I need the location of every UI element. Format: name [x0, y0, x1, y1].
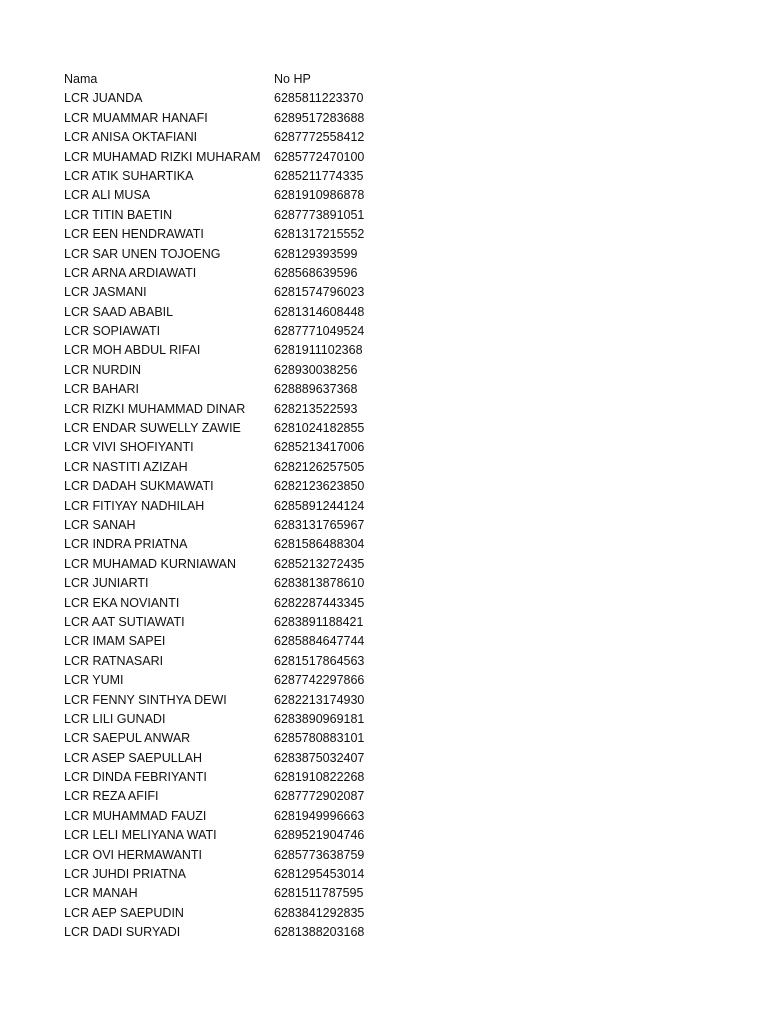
- phone-cell: 628930038256: [274, 362, 358, 377]
- phone-cell: 6282287443345: [274, 595, 365, 610]
- phone-cell: 6289517283688: [274, 110, 365, 125]
- name-cell: LCR NASTITI AZIZAH: [64, 459, 188, 474]
- table-row: [64, 89, 394, 108]
- table-row: [64, 768, 394, 787]
- phone-cell: 6281910822268: [274, 770, 365, 785]
- name-cell: LCR SAR UNEN TOJOENG: [64, 246, 221, 261]
- table-row: [64, 691, 394, 710]
- phone-cell: 6281388203168: [274, 925, 365, 940]
- table-row: [64, 535, 394, 554]
- name-cell: LCR SOPIAWATI: [64, 324, 161, 339]
- phone-cell: 6283813878610: [274, 576, 365, 591]
- table-row: [64, 865, 394, 884]
- name-cell: LCR DADI SURYADI: [64, 925, 181, 940]
- name-cell: LCR EKA NOVIANTI: [64, 595, 180, 610]
- table-row: [64, 904, 394, 923]
- phone-cell: 6283875032407: [274, 750, 365, 765]
- table-row: [64, 516, 394, 535]
- table-row: [64, 787, 394, 806]
- phone-cell: 6283891188421: [274, 614, 364, 629]
- name-cell: LCR ASEP SAEPULLAH: [64, 750, 203, 765]
- name-cell: LCR JASMANI: [64, 285, 147, 300]
- table-row: [64, 245, 394, 264]
- table-row: [64, 225, 394, 244]
- name-cell: LCR SAAD ABABIL: [64, 304, 174, 319]
- phone-cell: 628568639596: [274, 265, 358, 280]
- phone-cell: 6281511787595: [274, 886, 364, 901]
- name-cell: LCR NURDIN: [64, 362, 142, 377]
- phone-cell: 6283131765967: [274, 517, 365, 532]
- name-cell: LCR FENNY SINTHYA DEWI: [64, 692, 227, 707]
- phone-cell: 6281517864563: [274, 653, 365, 668]
- name-cell: LCR ATIK SUHARTIKA: [64, 168, 194, 183]
- table-row: [64, 632, 394, 651]
- table-row: [64, 109, 394, 128]
- table-row: [64, 167, 394, 186]
- phone-cell: 6285213272435: [274, 556, 365, 571]
- table-row: [64, 923, 394, 942]
- table-row: [64, 380, 394, 399]
- name-cell: LCR MUHAMAD KURNIAWAN: [64, 556, 236, 571]
- table-row: [64, 671, 394, 690]
- phone-cell: 6283890969181: [274, 711, 365, 726]
- name-cell: LCR BAHARI: [64, 382, 140, 397]
- phone-cell: 6282126257505: [274, 459, 365, 474]
- name-cell: LCR MUHAMAD RIZKI MUHARAM: [64, 149, 261, 164]
- phone-cell: 6281314608448: [274, 304, 365, 319]
- header-phone: No HP: [274, 72, 311, 86]
- phone-cell: 6281317215552: [274, 227, 365, 242]
- phone-cell: 6285772470100: [274, 149, 365, 164]
- name-cell: LCR REZA AFIFI: [64, 789, 159, 804]
- table-row: [64, 807, 394, 826]
- table-row: [64, 303, 394, 322]
- phone-cell: 6287772902087: [274, 789, 365, 804]
- table-row: [64, 206, 394, 225]
- phone-cell: 6281949996663: [274, 808, 365, 823]
- phone-cell: 6281911102368: [274, 343, 363, 358]
- phone-cell: 6285211774335: [274, 168, 364, 183]
- phone-cell: 6285811223370: [274, 91, 364, 106]
- phone-cell: 6285891244124: [274, 498, 365, 513]
- table-row: [64, 652, 394, 671]
- table-row: [64, 710, 394, 729]
- table-row: [64, 497, 394, 516]
- name-cell: LCR TITIN BAETIN: [64, 207, 173, 222]
- name-cell: LCR SANAH: [64, 517, 136, 532]
- name-cell: LCR OVI HERMAWANTI: [64, 847, 202, 862]
- phone-cell: 6287742297866: [274, 673, 365, 688]
- name-cell: LCR JUANDA: [64, 91, 143, 106]
- phone-cell: 6282213174930: [274, 692, 365, 707]
- table-row: [64, 400, 394, 419]
- name-cell: LCR MUAMMAR HANAFI: [64, 110, 208, 125]
- table-row: [64, 613, 394, 632]
- name-cell: LCR RIZKI MUHAMMAD DINAR: [64, 401, 246, 416]
- table-row: [64, 749, 394, 768]
- phone-cell: 6285780883101: [274, 731, 365, 746]
- name-cell: LCR AEP SAEPUDIN: [64, 905, 184, 920]
- name-cell: LCR MUHAMMAD FAUZI: [64, 808, 207, 823]
- name-cell: LCR RATNASARI: [64, 653, 164, 668]
- table-row: [64, 477, 394, 496]
- name-cell: LCR DINDA FEBRIYANTI: [64, 770, 207, 785]
- table-row: [64, 729, 394, 748]
- table-row: [64, 594, 394, 613]
- table-row: [64, 283, 394, 302]
- name-cell: LCR EEN HENDRAWATI: [64, 227, 204, 242]
- name-cell: LCR YUMI: [64, 673, 124, 688]
- table-row: [64, 574, 394, 593]
- table-row: [64, 826, 394, 845]
- header-row: [64, 70, 394, 89]
- phone-cell: 6281586488304: [274, 537, 365, 552]
- table-row: [64, 555, 394, 574]
- name-cell: LCR VIVI SHOFIYANTI: [64, 440, 194, 455]
- table-row: [64, 361, 394, 380]
- phone-cell: 6282123623850: [274, 479, 365, 494]
- phone-cell: 6285213417006: [274, 440, 365, 455]
- name-cell: LCR ALI MUSA: [64, 188, 151, 203]
- contact-table: [64, 70, 394, 943]
- table-row: [64, 186, 394, 205]
- phone-cell: 6281910986878: [274, 188, 365, 203]
- name-cell: LCR IMAM SAPEI: [64, 634, 166, 649]
- phone-cell: 628129393599: [274, 246, 358, 261]
- name-cell: LCR JUHDI PRIATNA: [64, 867, 187, 882]
- name-cell: LCR ANISA OKTAFIANI: [64, 130, 198, 145]
- phone-cell: 6287771049524: [274, 324, 365, 339]
- table-row: [64, 846, 394, 865]
- name-cell: LCR INDRA PRIATNA: [64, 537, 188, 552]
- phone-cell: 6285884647744: [274, 634, 365, 649]
- phone-cell: 6285773638759: [274, 847, 365, 862]
- table-row: [64, 128, 394, 147]
- header-name: Nama: [64, 72, 98, 86]
- table-row: [64, 438, 394, 457]
- phone-cell: 628889637368: [274, 382, 358, 397]
- name-cell: LCR LILI GUNADI: [64, 711, 166, 726]
- name-cell: LCR FITIYAY NADHILAH: [64, 498, 205, 513]
- name-cell: LCR LELI MELIYANA WATI: [64, 828, 217, 843]
- table-row: [64, 148, 394, 167]
- phone-cell: 6289521904746: [274, 828, 365, 843]
- phone-cell: 6281295453014: [274, 867, 365, 882]
- name-cell: LCR DADAH SUKMAWATI: [64, 479, 214, 494]
- table-body: [64, 89, 394, 942]
- phone-cell: 6281024182855: [274, 421, 365, 436]
- table-row: [64, 322, 394, 341]
- name-cell: LCR AAT SUTIAWATI: [64, 614, 185, 629]
- table-row: [64, 341, 394, 360]
- name-cell: LCR MOH ABDUL RIFAI: [64, 343, 201, 358]
- name-cell: LCR ARNA ARDIAWATI: [64, 265, 197, 280]
- phone-cell: 6287772558412: [274, 130, 365, 145]
- phone-cell: 6283841292835: [274, 905, 365, 920]
- name-cell: LCR SAEPUL ANWAR: [64, 731, 191, 746]
- phone-cell: 628213522593: [274, 401, 358, 416]
- table-row: [64, 419, 394, 438]
- name-cell: LCR MANAH: [64, 886, 138, 901]
- table-row: [64, 458, 394, 477]
- table-row: [64, 264, 394, 283]
- phone-cell: 6281574796023: [274, 285, 365, 300]
- table-row: [64, 884, 394, 903]
- phone-cell: 6287773891051: [274, 207, 365, 222]
- name-cell: LCR ENDAR SUWELLY ZAWIE: [64, 421, 241, 436]
- name-cell: LCR JUNIARTI: [64, 576, 149, 591]
